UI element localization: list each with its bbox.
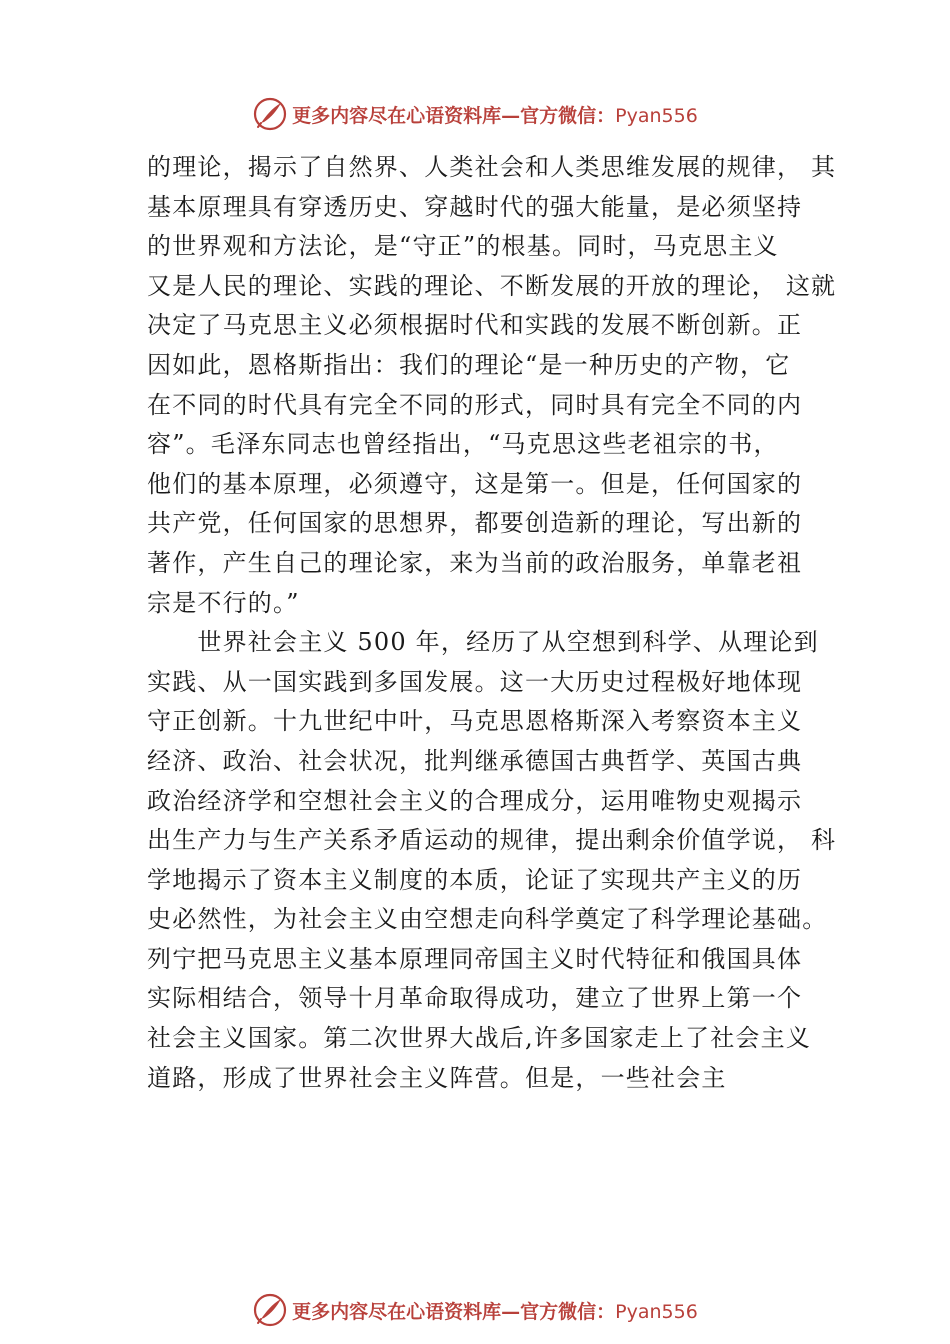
text-line: 在不同的时代具有完全不同的形式，同时具有完全不同的内 [147,390,803,419]
document-body [147,148,837,1098]
banner-account: Pyan556 [615,104,698,127]
banner-text: 更多内容尽在心语资料库—官方微信：Pyan556 [292,1300,698,1323]
text-line: 出生产力与生产关系矛盾运动的规律，提出剩余价值学说， 科 [147,826,837,855]
text-line: 社会主义国家。第二次世界大战后,许多国家走上了社会主义 [147,1024,812,1053]
text-line: 守正创新。十九世纪中叶，马克思恩格斯深入考察资本主义 [147,707,803,736]
text-line: 基本原理具有穿透历史、穿越时代的强大能量，是必须坚持 [147,192,803,221]
text-line: 学地揭示了资本主义制度的本质，论证了实现共产主义的历 [147,865,803,894]
text-line: 列宁把马克思主义基本原理同帝国主义时代特征和俄国具体 [147,944,803,973]
text-line: 经济、政治、社会状况，批判继承德国古典哲学、英国古典 [147,746,803,775]
text-line: 他们的基本原理，必须遵守，这是第一。但是，任何国家的 [147,469,803,498]
text-line: 因如此，恩格斯指出：我们的理论“是一种历史的产物，它 [147,350,791,379]
text-line: 决定了马克思主义必须根据时代和实践的发展不断创新。正 [147,311,803,340]
quill-logo-icon [252,96,288,132]
text-line: 的理论，揭示了自然界、人类社会和人类思维发展的规律， 其 [147,153,837,181]
text-line: 的世界观和方法论，是“守正”的根基。同时，马克思主义 [147,232,779,261]
text-line: 宗是不行的。” [147,588,300,617]
footer-banner [0,1290,950,1330]
text-line: 实际相结合，领导十月革命取得成功，建立了世界上第一个 [147,984,803,1013]
header-banner [0,94,950,134]
text-line: 又是人民的理论、实践的理论、不断发展的开放的理论， 这就 [147,271,837,300]
banner-account: Pyan556 [615,1300,698,1323]
text-line: 政治经济学和空想社会主义的合理成分，运用唯物史观揭示 [147,786,803,815]
quill-logo-icon [252,1292,288,1328]
text-line: 实践、从一国实践到多国发展。这一大历史过程极好地体现 [147,667,803,696]
text-line: 容”。毛泽东同志也曾经指出，“马克思这些老祖宗的书， [147,430,779,459]
text-line: 著作，产生自己的理论家，来为当前的政治服务，单靠老祖 [147,548,803,577]
text-line: 共产党，任何国家的思想界，都要创造新的理论，写出新的 [147,509,803,538]
text-line: 世界社会主义 500 年，经历了从空想到科学、从理论到 [147,628,819,657]
text-line: 道路，形成了世界社会主义阵营。但是，一些社会主 [147,1063,727,1092]
banner-text: 更多内容尽在心语资料库—官方微信：Pyan556 [292,104,698,127]
text-line: 史必然性，为社会主义由空想走向科学奠定了科学理论基础。 [147,905,828,934]
